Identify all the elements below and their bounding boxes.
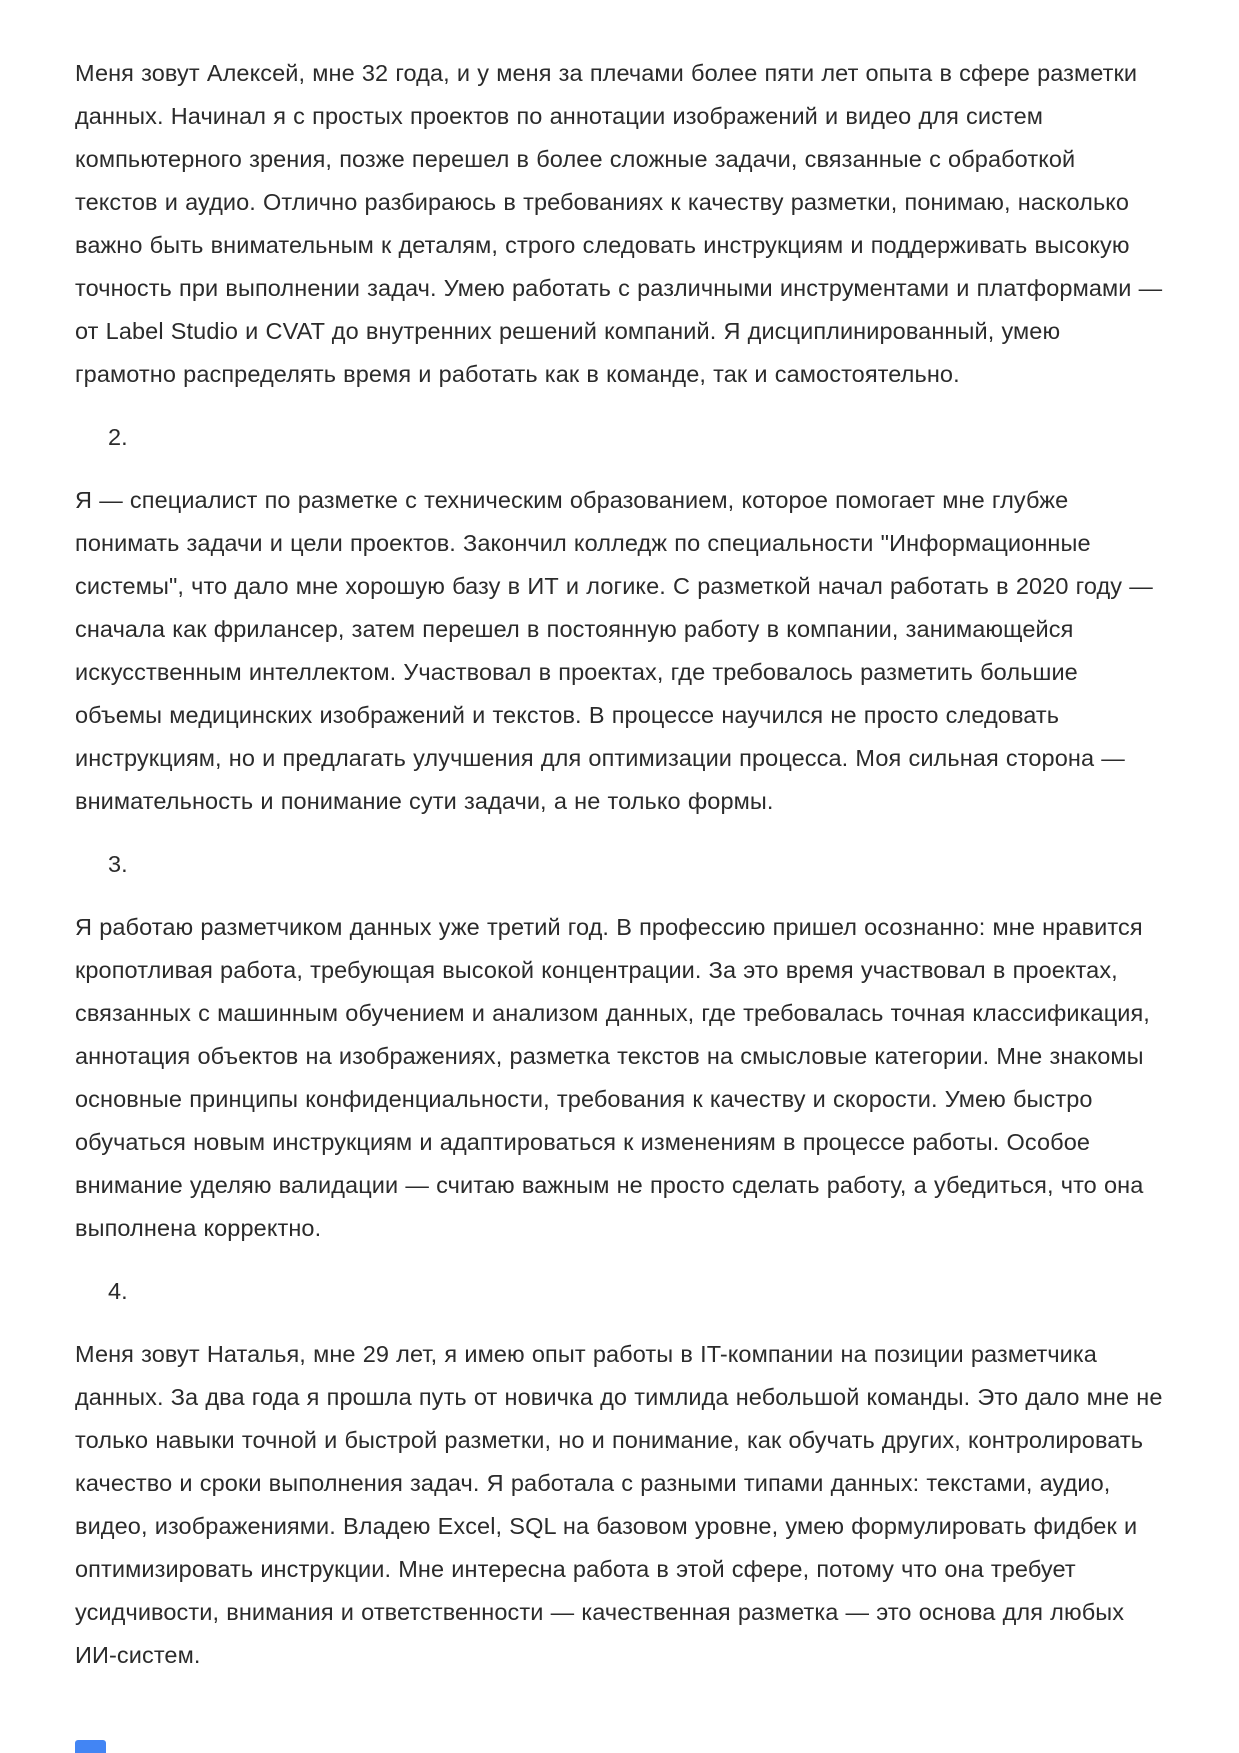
list-number: 3. — [108, 851, 128, 877]
list-number: 2. — [108, 424, 128, 450]
list-number: 4. — [108, 1278, 128, 1304]
paragraph: Меня зовут Алексей, мне 32 года, и у меня за плечами более пяти лет опыта в сфере разметки данных. Начинал я с простых проектов по аннотации изображений и видео для систем компьютерного зрения, позже перешел в более сложные задачи, связанные с обработкой текстов и аудио. Отлично разбираюсь в требованиях к качеству разметки, понимаю, насколько важно быть внимательным к деталям, строго следовать инструкциям и поддерживать высокую точность при выполнении задач. Умею работать с различными инструментами и платформами — от Label Studio и CVAT до внутренних решений компаний. Я дисциплинированный, умею грамотно распределять время и работать как в команде, так и самостоятельно. — [75, 60, 1163, 387]
paragraph: Я — специалист по разметке с техническим образованием, которое помогает мне глубже понимать задачи и цели проектов. Закончил колледж по специальности "Информационные системы", что дало мне хорошую базу в ИТ и логике. С разметкой начал работать в 2020 году — сначала как фрилансер, затем перешел в постоянную работу в компании, занимающейся искусственным интеллектом. Участвовал в проектах, где требовалось разметить большие объемы медицинских изображений и текстов. В процессе научился не просто следовать инструкциям, но и предлагать улучшения для оптимизации процесса. Моя сильная сторона — внимательность и понимание сути задачи, а не только формы. — [75, 487, 1153, 814]
paragraph: Я работаю разметчиком данных уже третий год. В профессию пришел осознанно: мне нравится кропотливая работа, требующая высокой концентрации. За это время участвовал в проектах, связанных с машинным обучением и анализом данных, где требовалась точная классификация, аннотация объектов на изображениях, разметка текстов на смысловые категории. Мне знакомы основные принципы конфиденциальности, требования к качеству и скорости. Умею быстро обучаться новым инструкциям и адаптироваться к изменениям в процессе работы. Особое внимание уделяю валидации — считаю важным не просто сделать работу, а убедиться, что она выполнена корректно. — [75, 914, 1150, 1241]
partial-bottom-element — [75, 1740, 106, 1753]
paragraph: Меня зовут Наталья, мне 29 лет, я имею опыт работы в IT-компании на позиции разметчика данных. За два года я прошла путь от новичка до тимлида небольшой команды. Это дало мне не только навыки точной и быстрой разметки, но и понимание, как обучать других, контролировать качество и сроки выполнения задач. Я работала с разными типами данных: текстами, аудио, видео, изображениями. Владею Excel, SQL на базовом уровне, умею формулировать фидбек и оптимизировать инструкции. Мне интересна работа в этой сфере, потому что она требует усидчивости, внимания и ответственности — качественная разметка — это основа для любых ИИ-систем. — [75, 1341, 1163, 1668]
document-content — [75, 52, 1163, 1677]
